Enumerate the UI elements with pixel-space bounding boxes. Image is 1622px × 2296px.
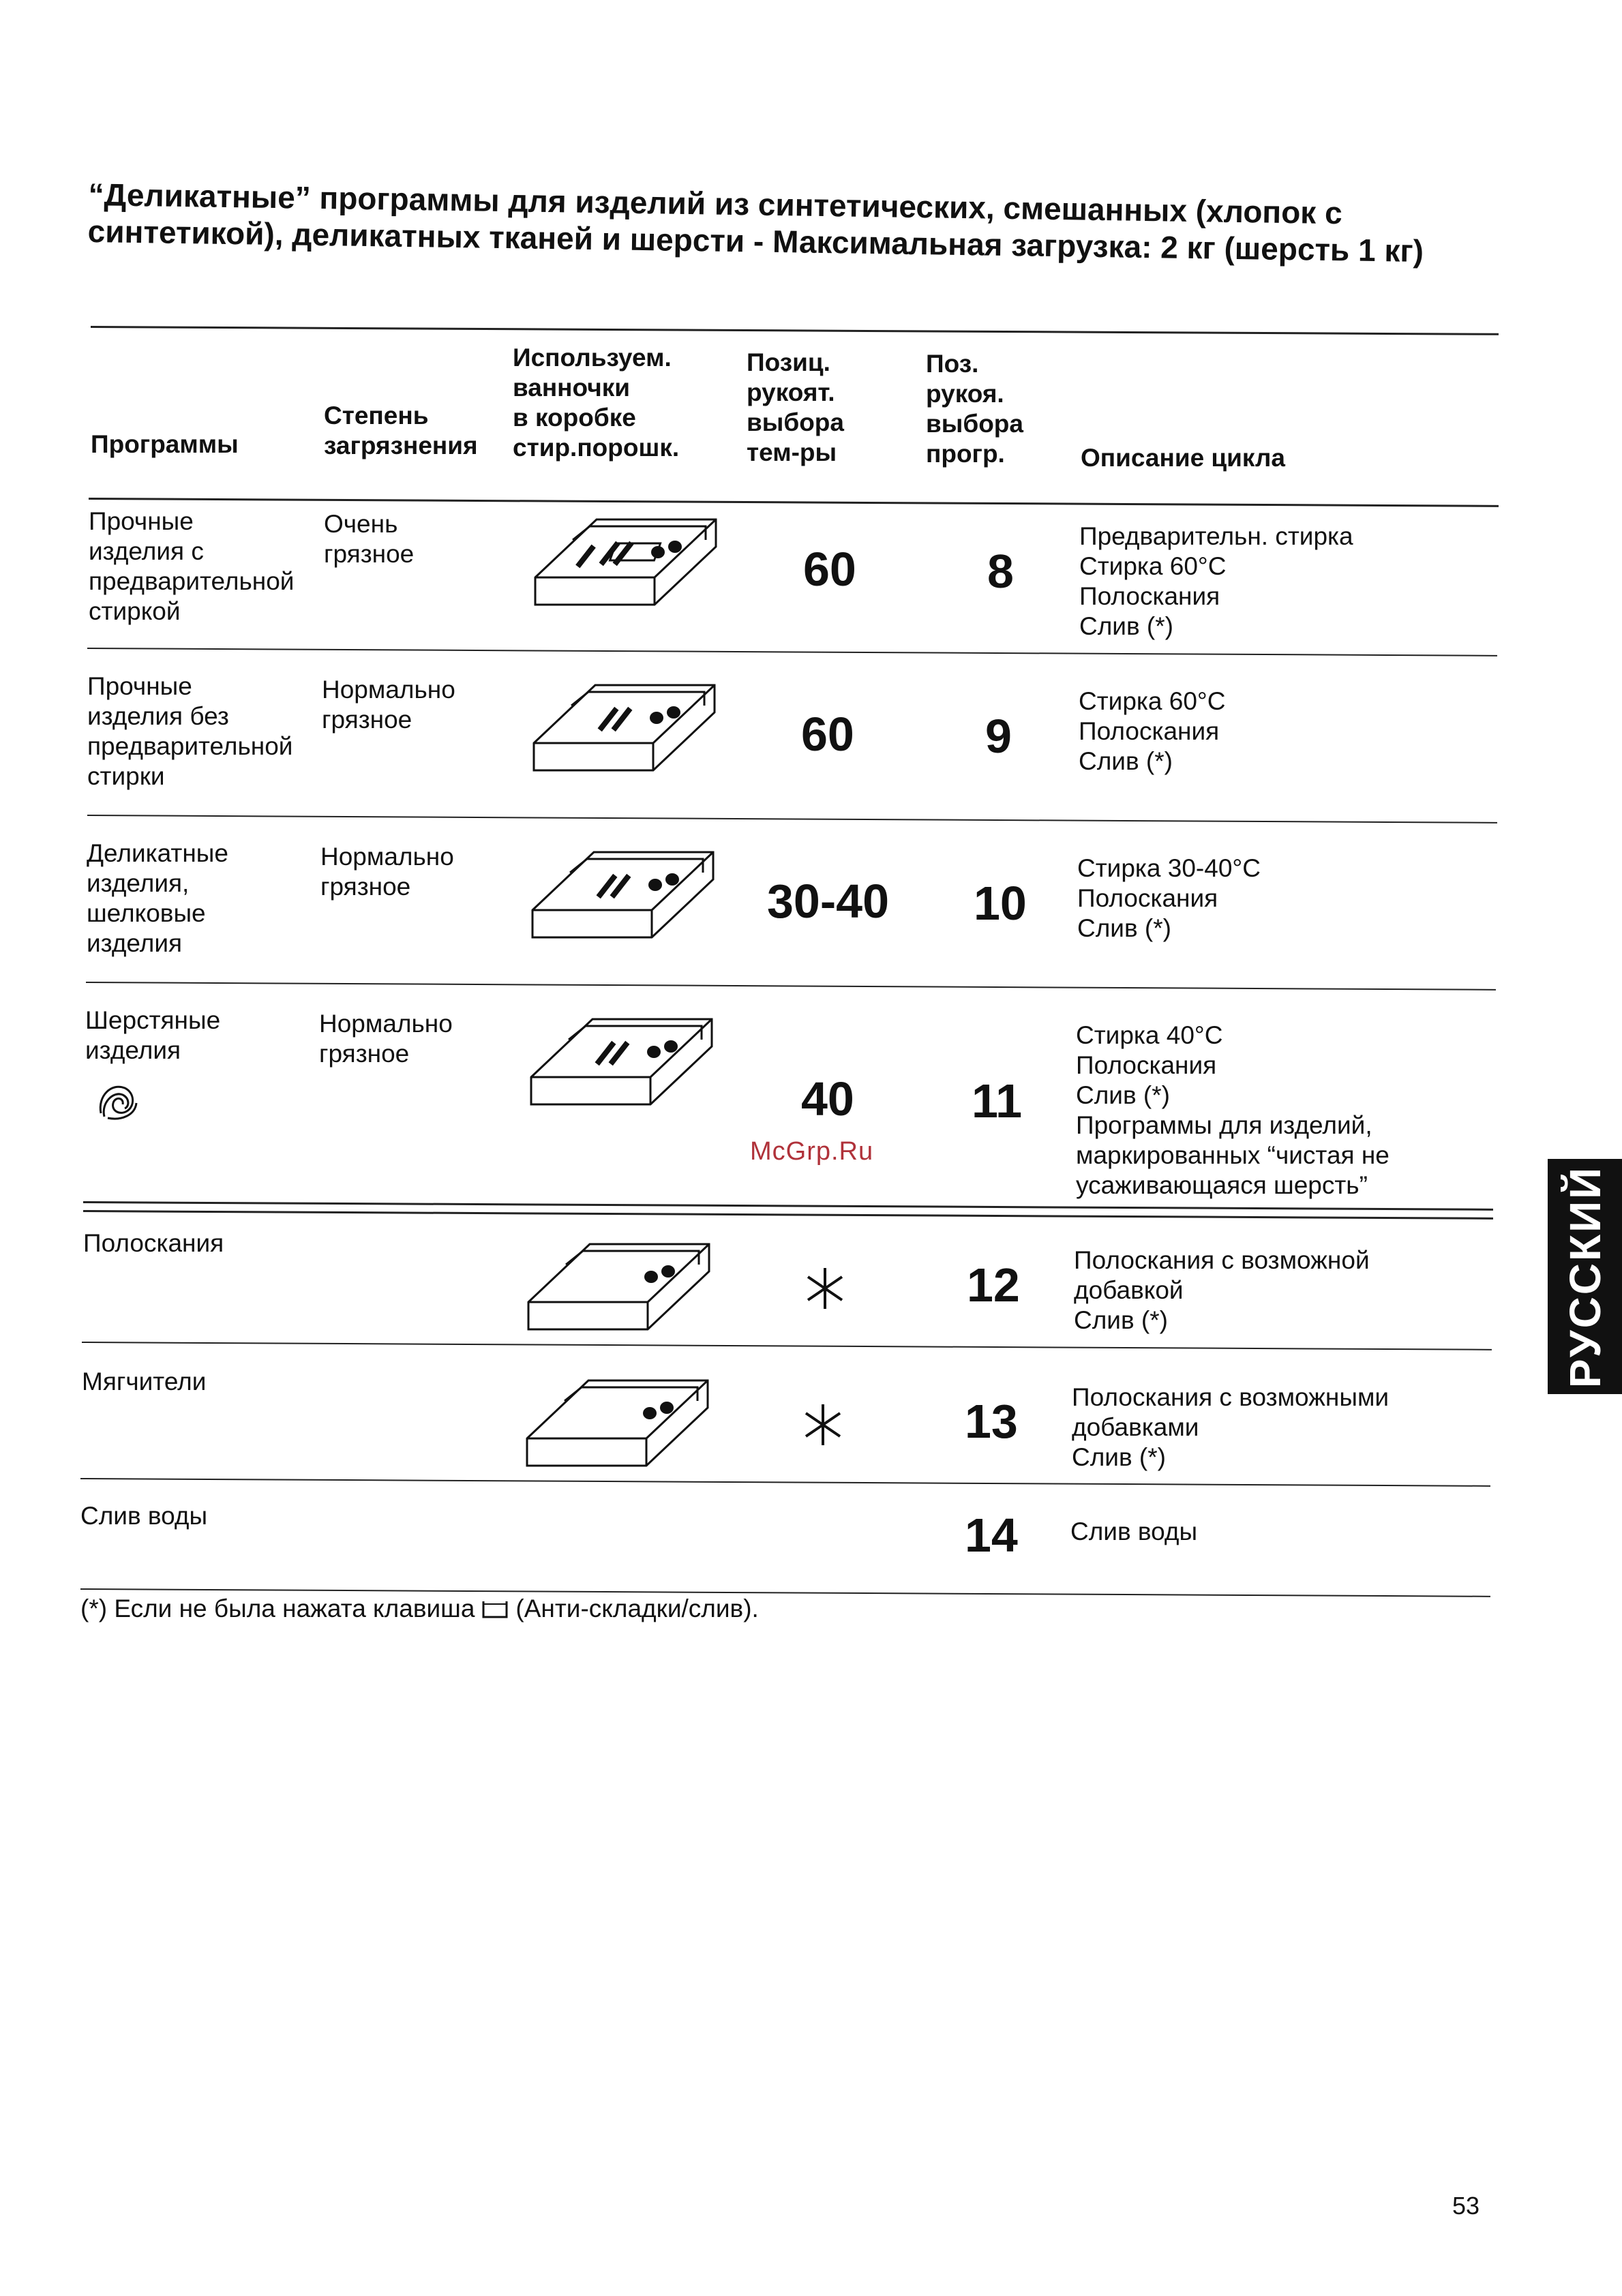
row-temp: 30-40	[767, 875, 890, 928]
detergent-tray-icon	[525, 1237, 723, 1350]
row-desc: Стирка 60°С Полоскания Слив (*)	[1079, 687, 1226, 775]
row-prog: 12	[967, 1258, 1020, 1312]
row-prog: 11	[972, 1074, 1022, 1128]
row-prog: 8	[987, 545, 1014, 598]
row-soil: Нормально грязное	[319, 1010, 453, 1068]
footnote-after: (Анти-складки/слив).	[515, 1595, 759, 1622]
row-desc: Слив воды	[1070, 1517, 1198, 1545]
row-desc: Полоскания с возможными добавками Слив (*)	[1072, 1383, 1390, 1471]
row-prog: 9	[985, 710, 1012, 763]
row-program: Мягчители	[82, 1368, 207, 1395]
star-icon	[799, 1401, 847, 1449]
row-temp: 60	[803, 543, 856, 596]
header-program: Программы	[91, 430, 239, 458]
row-temp: 40	[801, 1072, 854, 1126]
row-temp: 60	[801, 708, 854, 761]
row-program: Прочные изделия с предварительной стиркой	[89, 507, 295, 625]
header-tray: Используем. ванночки в коробке стир.порошк.	[513, 344, 680, 462]
row-desc: Полоскания с возможной добавкой Слив (*)	[1074, 1246, 1370, 1334]
detergent-tray-icon	[530, 678, 728, 791]
row-divider	[87, 648, 1497, 656]
row-program: Прочные изделия без предварительной стирки	[87, 672, 293, 790]
row-divider	[82, 1342, 1492, 1350]
row-divider	[87, 815, 1497, 824]
row-prog: 10	[974, 877, 1027, 930]
header-soil: Степень загрязнения	[324, 402, 478, 459]
row-desc: Стирка 30-40°С Полоскания Слив (*)	[1077, 854, 1261, 942]
header-desc: Описание цикла	[1081, 444, 1285, 472]
footnote-before: (*) Если не была нажата клавиша	[80, 1595, 475, 1622]
watermark: McGrp.Ru	[750, 1137, 874, 1166]
detergent-tray-icon	[529, 845, 727, 958]
header-temp: Позиц. рукоят. выбора тем-ры	[747, 348, 844, 466]
row-program: Деликатные изделия, шелковые изделия	[87, 839, 228, 957]
header-prog: Поз. рукоя. выбора прогр.	[926, 350, 1023, 468]
detergent-tray-icon	[532, 513, 730, 625]
star-icon	[801, 1265, 849, 1312]
page-title: “Деликатные” программы для изделий из синтетических, смешанных (хлопок с синтетикой), деликатных тканей и шерсти - Максимальная загрузка: 2 кг (шерсть 1 кг)	[87, 176, 1424, 269]
row-soil: Нормально грязное	[322, 676, 455, 734]
row-divider	[80, 1478, 1490, 1487]
wool-mark-icon	[94, 1076, 142, 1123]
row-soil: Нормально грязное	[320, 843, 454, 901]
row-prog: 13	[965, 1395, 1018, 1448]
row-prog: 14	[965, 1509, 1018, 1562]
row-program: Слив воды	[80, 1502, 208, 1530]
row-program: Шерстяные изделия	[85, 1006, 221, 1064]
detergent-tray-icon	[528, 1012, 725, 1125]
row-program: Полоскания	[83, 1229, 224, 1257]
page-number: 53	[1452, 2192, 1480, 2220]
row-soil: Очень грязное	[324, 510, 415, 568]
anti-crease-drain-key-icon	[481, 1599, 509, 1620]
header-top-rule	[91, 326, 1499, 335]
row-divider	[86, 982, 1496, 991]
header-bottom-rule	[89, 498, 1499, 507]
row-desc: Стирка 40°С Полоскания Слив (*) Программы для изделий, маркированных “чистая не усаживающаяся шерсть”	[1076, 1021, 1390, 1199]
row-divider	[83, 1210, 1493, 1220]
language-tab	[1548, 1159, 1622, 1394]
language-tab-label: РУССКИЙ	[1561, 1165, 1610, 1388]
row-desc: Предварительн. стирка Стирка 60°С Полоскания Слив (*)	[1079, 522, 1353, 640]
detergent-tray-icon	[524, 1374, 721, 1486]
row-divider	[83, 1201, 1493, 1211]
footnote	[80, 1594, 759, 1624]
